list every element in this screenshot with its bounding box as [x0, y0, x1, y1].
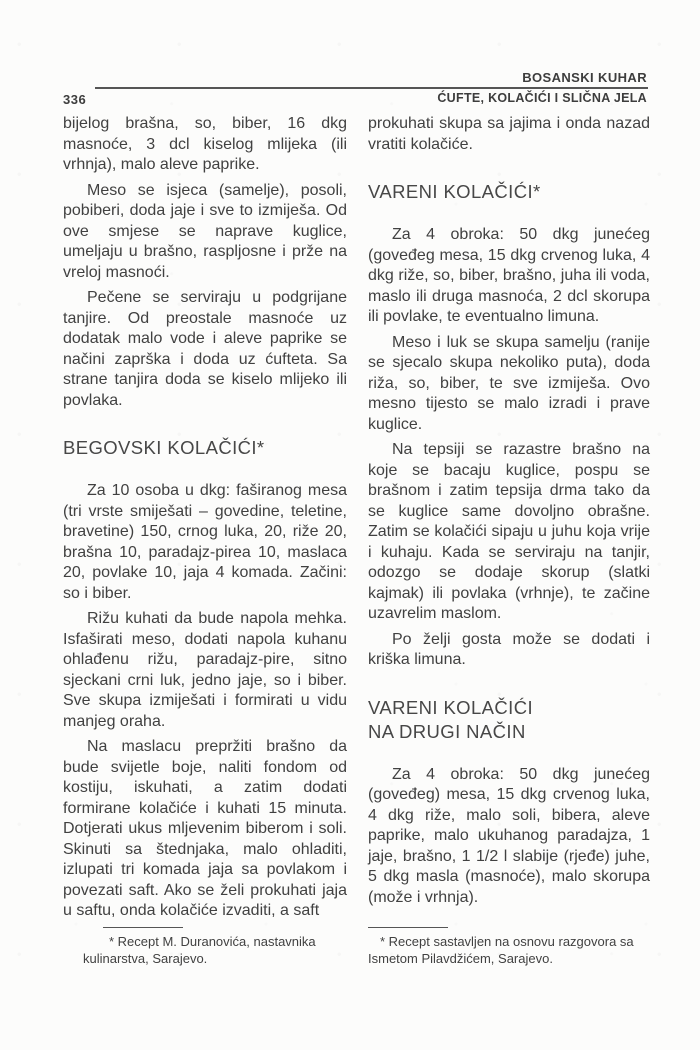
recipe-heading-vareni-kolacici-na-drugi-nacin — [368, 696, 650, 744]
paragraph: bijelog brašna, so, biber, 16 dkg masnoće, 3 dcl kiselog mlijeka (ili vrhnja), malo aleve paprike. — [63, 115, 347, 173]
footnote — [368, 927, 650, 973]
footnote-text: * Recept M. Duranovića, nastavnika kulinarstva, Sarajevo. — [83, 934, 316, 966]
paragraph: Pečene se serviraju u podgrijane tanjire. Od preostale masnoće uz dodatak malo vode i aleve paprike se načini zaprška i doda uz ćufteta. Sa strane tanjira doda se kiselo mlijeko ili povlaka. — [63, 289, 347, 409]
paragraph: Na tepsiji se razastre brašno na koje se bacaju kuglice, pospu se brašnom i zatim tepsija drma tako da se kuglice same dovoljno obrašne. Zatim se kolačići sipaju u juhu koja vrije i kuhaju. Kada se serviraju na tanjir, odozgo se dodaje skorup (slatki kajmak) ili povlaka (vrhnje), te začine uzavrelim maslom. — [368, 441, 650, 622]
column-right — [368, 114, 650, 978]
footnote-rule — [103, 927, 183, 929]
heading-line: VARENI KOLAČIĆI — [368, 696, 534, 718]
paragraph: Za 10 osoba u dkg: faširanog mesa (tri vrste smiješati – govedine, teletine, bravetine) 150, crnog luka, 20, riže 20, brašna 10, paradajz-pirea 10, maslaca 20, povlake 10, jaja 4 komada. Začini: so i biber. — [63, 482, 347, 602]
text-columns — [63, 114, 650, 978]
paragraph: Meso se isjeca (samelje), posoli, pobiberi, doda jaje i sve to izmiješa. Od ove smjese se naprave kuglice, umeljaju u brašno, raspljosne i prže na vreloj masnoći. — [63, 181, 347, 281]
book-title: BOSANSKI KUHAR — [522, 70, 647, 85]
recipe-heading-vareni-kolacici: VARENI KOLAČIĆI* — [368, 181, 541, 202]
header-rule — [95, 87, 648, 89]
column-left — [63, 114, 347, 978]
paragraph: Po želji gosta može se dodati i kriška limuna. — [368, 630, 650, 668]
paragraph: Za 4 obroka: 50 dkg junećeg (goveđeg mesa, 15 dkg crvenog luka, 4 dkg riže, so, biber, brašno, juha ili voda, maslo ili druga masnoća, 2 dcl skorupa ili povlake, te eventualno limuna. — [368, 226, 650, 325]
paragraph: prokuhati skupa sa jajima i onda nazad vratiti kolačiće. — [368, 115, 650, 153]
page-number: 336 — [63, 92, 87, 107]
footnote — [63, 927, 347, 973]
heading-line: NA DRUGI NAČIN — [368, 720, 526, 742]
chapter-title: ĆUFTE, KOLAČIĆI I SLIČNA JELA — [437, 91, 647, 105]
recipe-heading-begovski-kolacici: BEGOVSKI KOLAČIĆI* — [63, 437, 265, 458]
footnote-text: * Recept sastavljen na osnovu razgovora sa Ismetom Pilavdžićem, Sarajevo. — [368, 934, 634, 966]
paragraph: Meso i luk se skupa samelju (ranije se sjecalo skupa nekoliko puta), doda riža, so, biber, te sve izmiješa. Ovo mesno tijesto se malo izradi i prave kuglice. — [368, 333, 650, 433]
paragraph: Za 4 obroka: 50 dkg junećeg (goveđeg) mesa, 15 dkg crvenog luka, 4 dkg riže, malo soli, bibera, aleve paprike, malo ukuhanog paradajza, 1 jaje, brašno, 1 1/2 l slabije (rjeđe) juhe, 5 dkg masla (masnoće), malo skorupa (može i vrhnja). — [368, 765, 650, 906]
paragraph: Rižu kuhati da bude napola mehka. Isfaširati meso, dodati napola kuhanu ohlađenu rižu, paradajz-pire, sitno sjeckani crni luk, jedno jaje, so i biber. Sve skupa izmiješati i formirati u vidu manjeg oraha. — [63, 610, 347, 730]
footnote-rule — [368, 927, 448, 929]
paragraph: Na maslacu prepržiti brašno da bude svijetle boje, naliti fondom od kostiju, iskuhati, a zatim dodati formirane kolačiće i kuhati 15 minuta. Dotjerati ukus mljevenim biberom i soli. Skinuti sa štednjaka, malo ohladiti, izlupati tri komada jaja sa povlakom i povezati saft. Ako se želi prokuhati jaja u saftu, onda kolačiće izvaditi, a saft — [63, 738, 347, 919]
